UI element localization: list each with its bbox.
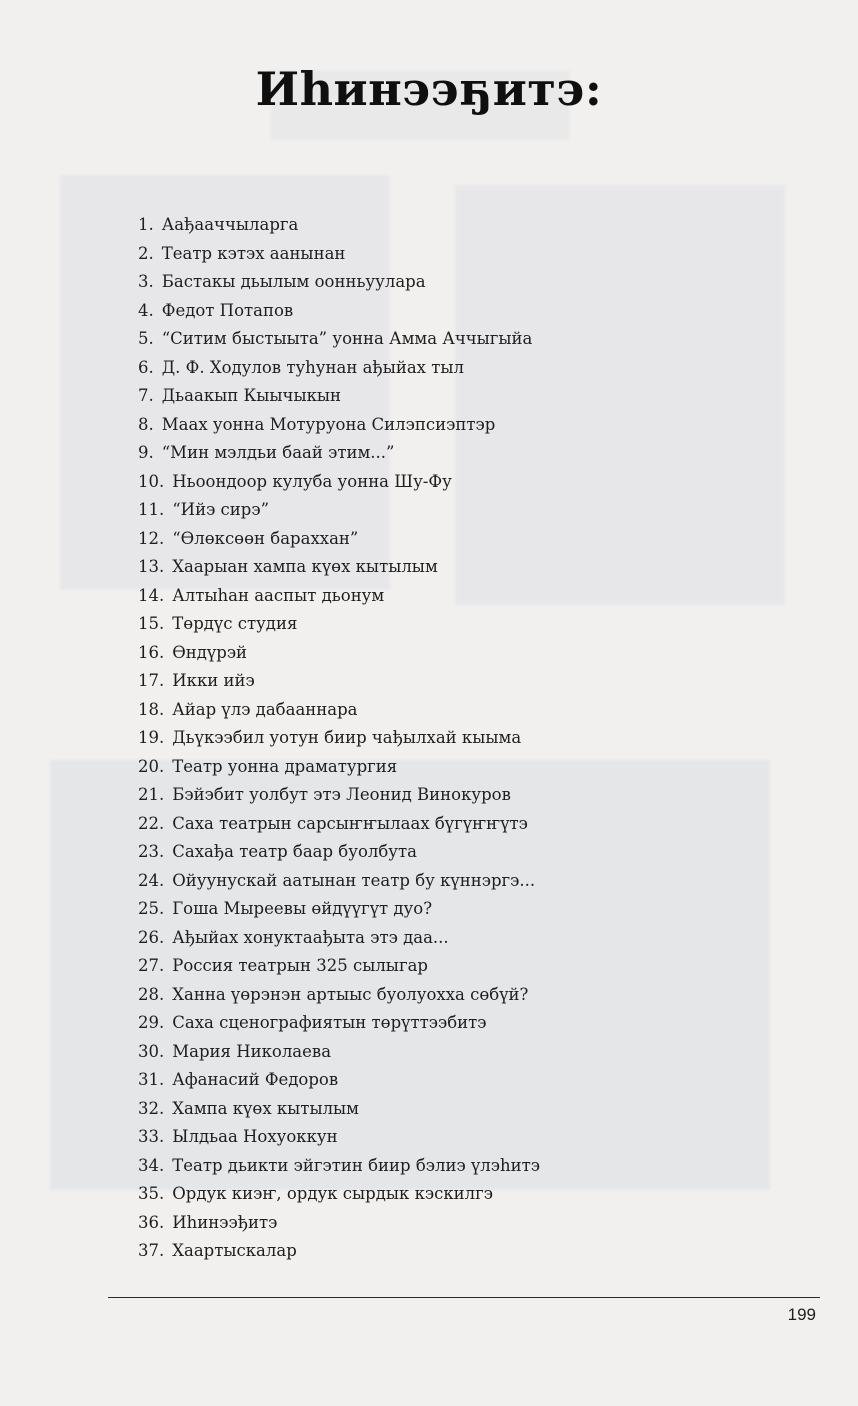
list-item-number: 7. xyxy=(138,386,154,405)
list-item-label: Саха сценографиятын төрүттээбитэ xyxy=(172,1013,487,1032)
list-item-label: Дьаакып Кыычыкын xyxy=(161,386,342,405)
list-item xyxy=(138,468,540,497)
list-item-label: Мария Николаева xyxy=(172,1041,332,1061)
list-item xyxy=(138,496,540,525)
list-item xyxy=(138,867,540,896)
list-item xyxy=(138,838,540,867)
list-item xyxy=(138,895,540,924)
list-item xyxy=(138,240,540,269)
list-item xyxy=(138,1038,540,1067)
list-item-label: “Ситим быстыыта” уонна Амма Аччыгыйа xyxy=(161,329,533,348)
list-item xyxy=(138,325,540,354)
list-item-label: “Өлөксөөн бараххан” xyxy=(172,528,359,548)
list-item xyxy=(138,439,540,468)
list-item-label: Ойуунускай аатынан театр бу күннэргэ... xyxy=(172,870,536,890)
list-item-label: Аађааччыларга xyxy=(161,215,299,234)
list-item-label: Дьүкээбил уотун биир чађылхай кыыма xyxy=(172,728,522,747)
list-item xyxy=(138,1066,540,1095)
list-item-number: 29. xyxy=(138,1013,165,1032)
list-item xyxy=(138,411,540,440)
list-item-label: Икки ийэ xyxy=(172,671,255,690)
list-item xyxy=(138,696,540,725)
list-item-label: Ньоондоор кулуба уонна Шу-Фу xyxy=(172,471,452,491)
list-item-number: 22. xyxy=(138,813,165,833)
list-item-label: Театр кэтэх аанынан xyxy=(161,243,346,263)
list-item xyxy=(138,525,540,554)
list-item xyxy=(138,1152,540,1181)
list-item-number: 33. xyxy=(138,1127,165,1146)
list-item-label: Афанасий Федоров xyxy=(172,1070,339,1089)
list-item-number: 27. xyxy=(138,956,165,975)
list-item xyxy=(138,981,540,1010)
page-title: Иһинээҕитэ: xyxy=(255,62,603,116)
list-item-number: 15. xyxy=(138,614,165,633)
list-item-number: 19. xyxy=(138,728,165,747)
list-item-number: 3. xyxy=(138,272,154,291)
list-item-number: 24. xyxy=(138,870,165,890)
list-item xyxy=(138,297,540,326)
list-item-number: 31. xyxy=(138,1070,165,1089)
footer-rule xyxy=(108,1297,820,1298)
list-item-label: Өндүрэй xyxy=(172,642,248,662)
list-item-number: 28. xyxy=(138,984,165,1004)
list-item-label: Төрдүс студия xyxy=(172,614,298,633)
list-item xyxy=(138,753,540,782)
list-item-label: Бэйэбит уолбут этэ Леонид Винокуров xyxy=(172,785,511,804)
list-item-number: 10. xyxy=(138,471,165,491)
list-item xyxy=(138,1123,540,1152)
list-item-label: Сахађа театр баар буолбута xyxy=(172,842,417,861)
list-item-number: 35. xyxy=(138,1184,165,1203)
list-item xyxy=(138,1209,540,1238)
list-item xyxy=(138,382,540,411)
list-item-number: 20. xyxy=(138,756,165,776)
list-item xyxy=(138,582,540,611)
list-item-label: Театр уонна драматургия xyxy=(172,756,398,776)
list-item-label: Хампа күөх кытылым xyxy=(172,1098,360,1118)
list-item-label: Ордук киэҥ, ордук сырдык кэскилгэ xyxy=(172,1184,494,1203)
list-item xyxy=(138,610,540,639)
list-item-label: Д. Ф. Ходулов туһунан ађыйах тыл xyxy=(161,357,464,377)
list-item-label: Иһинээђитэ xyxy=(172,1212,278,1232)
list-item-number: 6. xyxy=(138,357,154,377)
list-item-label: Театр дьикти эйгэтин биир бэлиэ үлэһитэ xyxy=(172,1155,541,1175)
list-item-number: 36. xyxy=(138,1212,165,1232)
list-item-number: 32. xyxy=(138,1098,165,1118)
list-item xyxy=(138,952,540,981)
list-item-number: 11. xyxy=(138,500,165,519)
list-item xyxy=(138,781,540,810)
list-item-number: 34. xyxy=(138,1155,165,1175)
list-item-number: 26. xyxy=(138,927,165,947)
list-item xyxy=(138,1095,540,1124)
list-item-number: 13. xyxy=(138,557,165,576)
list-item xyxy=(138,924,540,953)
list-item-label: Алтыһан ааспыт дьонум xyxy=(172,585,385,605)
list-item-label: Маах уонна Мотуруона Силэпсиэптэр xyxy=(161,414,496,434)
list-item xyxy=(138,1237,540,1266)
list-item-label: Россия театрын 325 сылыгар xyxy=(172,956,428,975)
list-item-label: Хаарыан хампа күөх кытылым xyxy=(172,557,438,576)
list-item xyxy=(138,639,540,668)
list-item-number: 4. xyxy=(138,300,154,320)
list-item-number: 23. xyxy=(138,842,165,861)
list-item xyxy=(138,667,540,696)
list-item-number: 12. xyxy=(138,528,165,548)
list-item-number: 17. xyxy=(138,671,165,690)
list-item-number: 30. xyxy=(138,1041,165,1061)
list-item-label: Гоша Мыреевы өйдүүгүт дуо? xyxy=(172,899,433,918)
list-item-label: Ханна үөрэнэн артыыс буолуохха сөбүй? xyxy=(172,984,529,1004)
list-item-number: 21. xyxy=(138,785,165,804)
list-item-number: 14. xyxy=(138,585,165,605)
list-item-label: Бастакы дьылым оонньуулара xyxy=(161,272,426,291)
list-item xyxy=(138,810,540,839)
list-item xyxy=(138,211,540,240)
list-item-label: Хаартыскалар xyxy=(172,1241,297,1260)
list-item-number: 16. xyxy=(138,642,165,662)
list-item-number: 9. xyxy=(138,443,154,462)
list-item-number: 5. xyxy=(138,329,154,348)
list-item-label: Федот Потапов xyxy=(161,300,294,320)
list-item-number: 18. xyxy=(138,699,165,719)
list-item-label: “Мин мэлдьи баай этим...” xyxy=(161,443,395,462)
table-of-contents xyxy=(138,211,540,1266)
list-item-label: “Ийэ сирэ” xyxy=(172,500,270,519)
list-item xyxy=(138,553,540,582)
list-item-number: 25. xyxy=(138,899,165,918)
list-item xyxy=(138,1180,540,1209)
list-item xyxy=(138,268,540,297)
list-item-label: Ылдьаа Нохуоккун xyxy=(172,1127,338,1146)
list-item-label: Ађыйах хонуктаађыта этэ даа... xyxy=(172,927,449,947)
page-number: 199 xyxy=(787,1305,816,1324)
list-item-label: Айар үлэ дабааннара xyxy=(172,699,358,719)
list-item xyxy=(138,1009,540,1038)
list-item-label: Саха театрын сарсыҥҥылаах бүгүҥҥүтэ xyxy=(172,813,528,833)
list-item-number: 8. xyxy=(138,414,154,434)
list-item xyxy=(138,354,540,383)
list-item-number: 2. xyxy=(138,243,154,263)
list-item-number: 37. xyxy=(138,1241,165,1260)
list-item-number: 1. xyxy=(138,215,154,234)
list-item xyxy=(138,724,540,753)
